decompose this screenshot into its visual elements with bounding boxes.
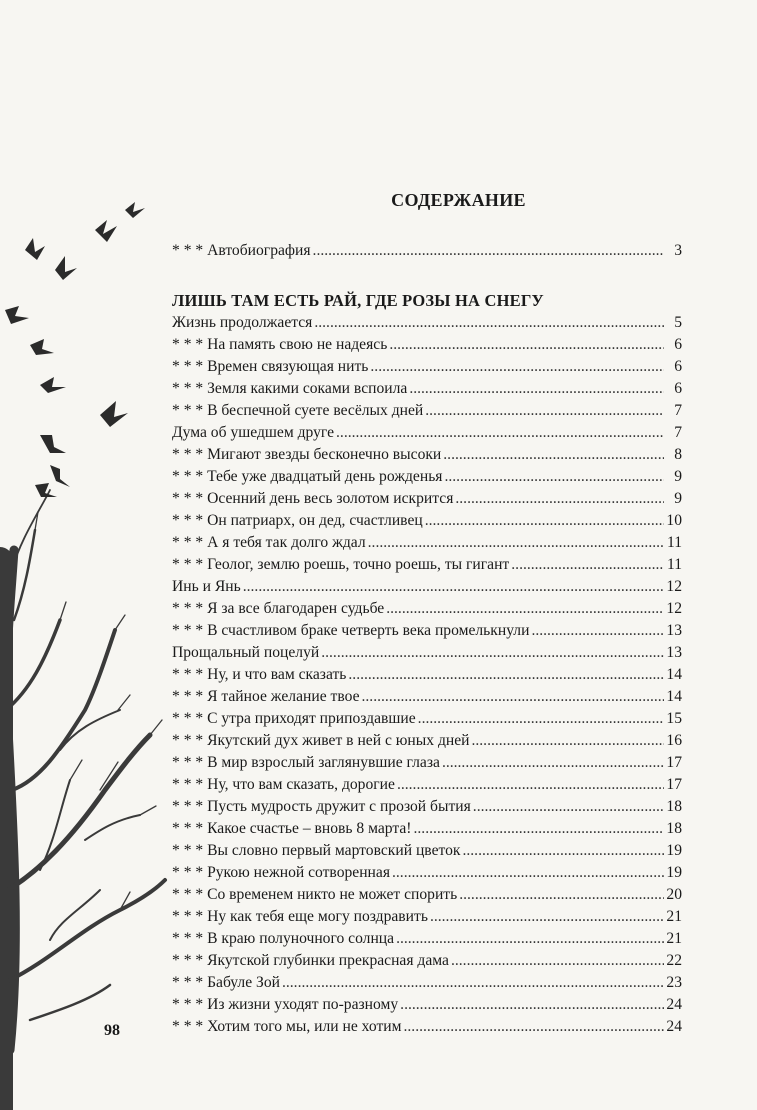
dot-leader: [348, 664, 664, 686]
entry-page: 13: [666, 644, 682, 661]
dot-leader: [459, 884, 664, 906]
toc-entry[interactable]: [172, 488, 682, 510]
entry-title: * * * Якутский дух живет в ней с юных дней: [172, 732, 470, 749]
toc-entry[interactable]: [172, 598, 682, 620]
entry-title: * * * Ну, что вам сказать, дорогие: [172, 776, 395, 793]
entry-title: * * * Автобиография: [172, 242, 311, 259]
dot-leader: [409, 378, 664, 400]
entry-page: 18: [666, 798, 682, 815]
entry-title: * * * В мир взрослый заглянувшие глаза: [172, 754, 440, 771]
section-title: ЛИШЬ ТАМ ЕСТЬ РАЙ, ГДЕ РОЗЫ НА СНЕГУ: [172, 291, 544, 310]
toc-entry[interactable]: [172, 928, 682, 950]
entry-title: * * * Вы словно первый мартовский цветок: [172, 842, 461, 859]
toc-entry[interactable]: [172, 774, 682, 796]
toc-entry[interactable]: [172, 730, 682, 752]
toc-entry[interactable]: [172, 862, 682, 884]
entry-page: 9: [674, 468, 682, 485]
toc-entry[interactable]: [172, 576, 682, 598]
entry-page: 20: [666, 886, 682, 903]
dot-leader: [362, 686, 665, 708]
toc-entry[interactable]: [172, 796, 682, 818]
dot-leader: [336, 422, 664, 444]
toc-entry[interactable]: [172, 686, 682, 708]
dot-leader: [389, 334, 664, 356]
dot-leader: [392, 862, 664, 884]
entry-page: 24: [666, 1018, 682, 1035]
toc-entry[interactable]: [172, 950, 682, 972]
toc-entry[interactable]: [172, 356, 682, 378]
dot-leader: [370, 356, 664, 378]
entry-title: * * * Я за все благодарен судьбе: [172, 600, 385, 617]
entry-title: * * * Бабуле Зой: [172, 974, 280, 991]
toc-entry[interactable]: [172, 664, 682, 686]
dot-leader: [451, 950, 664, 972]
dot-leader: [425, 400, 664, 422]
dot-leader: [471, 730, 664, 752]
entry-title: * * * Мигают звезды бесконечно высоки: [172, 446, 442, 463]
entry-title: * * * Земля какими соками вспоила: [172, 380, 408, 397]
entry-page: 11: [666, 556, 682, 573]
dot-leader: [442, 752, 664, 774]
dot-leader: [313, 240, 664, 262]
entry-title: Дума об ушедшем друге: [172, 424, 335, 441]
dot-leader: [396, 928, 664, 950]
entry-page: 7: [674, 402, 682, 419]
entry-page: 21: [666, 908, 682, 925]
entry-page: 18: [666, 820, 682, 837]
entry-page: 7: [674, 424, 682, 441]
entry-page: 16: [666, 732, 682, 749]
dot-leader: [455, 488, 664, 510]
entry-page: 22: [666, 952, 682, 969]
entry-page: 19: [666, 842, 682, 859]
toc-entry[interactable]: [172, 994, 682, 1016]
entry-page: 14: [666, 666, 682, 683]
entry-page: 17: [666, 776, 682, 793]
toc-entry[interactable]: [172, 378, 682, 400]
entry-title: * * * Из жизни уходят по-разному: [172, 996, 399, 1013]
entry-page: 12: [666, 578, 682, 595]
toc-entry[interactable]: [172, 642, 682, 664]
toc-entry-list: [172, 312, 682, 1038]
entry-page: 12: [666, 600, 682, 617]
toc-entry[interactable]: [172, 708, 682, 730]
page-number: 98: [104, 1022, 120, 1039]
entry-title: * * * Какое счастье – вновь 8 марта!: [172, 820, 412, 837]
entry-page: 10: [666, 512, 682, 529]
entry-page: 3: [674, 242, 682, 259]
entry-title: * * * Рукою нежной сотворенная: [172, 864, 390, 881]
entry-page: 13: [666, 622, 682, 639]
toc-entry[interactable]: [172, 400, 682, 422]
entry-title: * * * Со временем никто не может спорить: [172, 886, 458, 903]
entry-page: 23: [666, 974, 682, 991]
entry-title: * * * Осенний день весь золотом искрится: [172, 490, 454, 507]
entry-title: * * * Времен связующая нить: [172, 358, 369, 375]
entry-page: 8: [674, 446, 682, 463]
dot-leader: [386, 598, 664, 620]
dot-leader: [368, 532, 664, 554]
entry-title: * * * Ну как тебя еще могу поздравить: [172, 908, 428, 925]
toc-entry[interactable]: [172, 1016, 682, 1038]
toc-entry[interactable]: [172, 532, 682, 554]
entry-title: * * * Геолог, землю роешь, точно роешь, ты гигант: [172, 556, 510, 573]
entry-page: 24: [666, 996, 682, 1013]
entry-page: 17: [666, 754, 682, 771]
toc-entry[interactable]: [172, 444, 682, 466]
dot-leader: [473, 796, 664, 818]
entry-page: 14: [666, 688, 682, 705]
entry-title: Прощальный поцелуй: [172, 644, 320, 661]
dot-leader: [314, 312, 664, 334]
entry-page: 21: [666, 930, 682, 947]
dot-leader: [462, 840, 664, 862]
entry-page: 6: [674, 336, 682, 353]
toc-entry[interactable]: [172, 906, 682, 928]
dot-leader: [282, 972, 664, 994]
entry-page: 5: [674, 314, 682, 331]
table-of-contents: [172, 240, 682, 1038]
toc-entry[interactable]: [172, 334, 682, 356]
dot-leader: [397, 774, 664, 796]
toc-entry[interactable]: [172, 510, 682, 532]
toc-entry[interactable]: [172, 620, 682, 642]
contents-heading: СОДЕРЖАНИЕ: [391, 190, 526, 210]
toc-entry-intro[interactable]: [172, 240, 682, 274]
entry-title: * * * В краю полуночного солнца: [172, 930, 395, 947]
entry-title: * * * А я тебя так долго ждал: [172, 534, 366, 551]
dot-leader: [531, 620, 664, 642]
toc-entry[interactable]: [172, 818, 682, 840]
dot-leader: [404, 1016, 665, 1038]
toc-entry[interactable]: [172, 972, 682, 994]
entry-page: 6: [674, 358, 682, 375]
entry-title: * * * Ну, и что вам сказать: [172, 666, 347, 683]
toc-entry[interactable]: [172, 554, 682, 576]
entry-title: * * * С утра приходят припоздавшие: [172, 710, 416, 727]
entry-page: 6: [674, 380, 682, 397]
entry-title: Инь и Янь: [172, 578, 241, 595]
entry-page: 19: [666, 864, 682, 881]
dot-leader: [321, 642, 664, 664]
entry-page: 9: [674, 490, 682, 507]
entry-page: 11: [666, 534, 682, 551]
entry-page: 15: [666, 710, 682, 727]
birds: [5, 202, 145, 497]
entry-title: * * * Тебе уже двадцатый день рожденья: [172, 468, 443, 485]
toc-entry[interactable]: [172, 466, 682, 488]
toc-entry[interactable]: [172, 422, 682, 444]
entry-title: * * * Я тайное желание твое: [172, 688, 360, 705]
toc-entry[interactable]: [172, 312, 682, 334]
dot-leader: [243, 576, 664, 598]
dot-leader: [511, 554, 664, 576]
entry-title: * * * Пусть мудрость дружит с прозой бытия: [172, 798, 471, 815]
entry-title: * * * В счастливом браке четверть века промелькнули: [172, 622, 530, 639]
dot-leader: [400, 994, 664, 1016]
dot-leader: [418, 708, 664, 730]
entry-title: * * * Хотим того мы, или не хотим: [172, 1018, 402, 1035]
toc-entry[interactable]: [172, 884, 682, 906]
entry-title: * * * Якутской глубинки прекрасная дама: [172, 952, 449, 969]
entry-title: * * * В беспечной суете весёлых дней: [172, 402, 424, 419]
tree-with-birds-illustration: [0, 190, 170, 1110]
dot-leader: [444, 466, 664, 488]
entry-title: * * * Он патриарх, он дед, счастливец: [172, 512, 423, 529]
entry-title: Жизнь продолжается: [172, 314, 313, 331]
dot-leader: [425, 510, 664, 532]
toc-entry[interactable]: [172, 840, 682, 862]
toc-entry[interactable]: [172, 752, 682, 774]
dot-leader: [414, 818, 665, 840]
entry-title: * * * На память свою не надеясь: [172, 336, 388, 353]
dot-leader: [443, 444, 664, 466]
dot-leader: [430, 906, 664, 928]
